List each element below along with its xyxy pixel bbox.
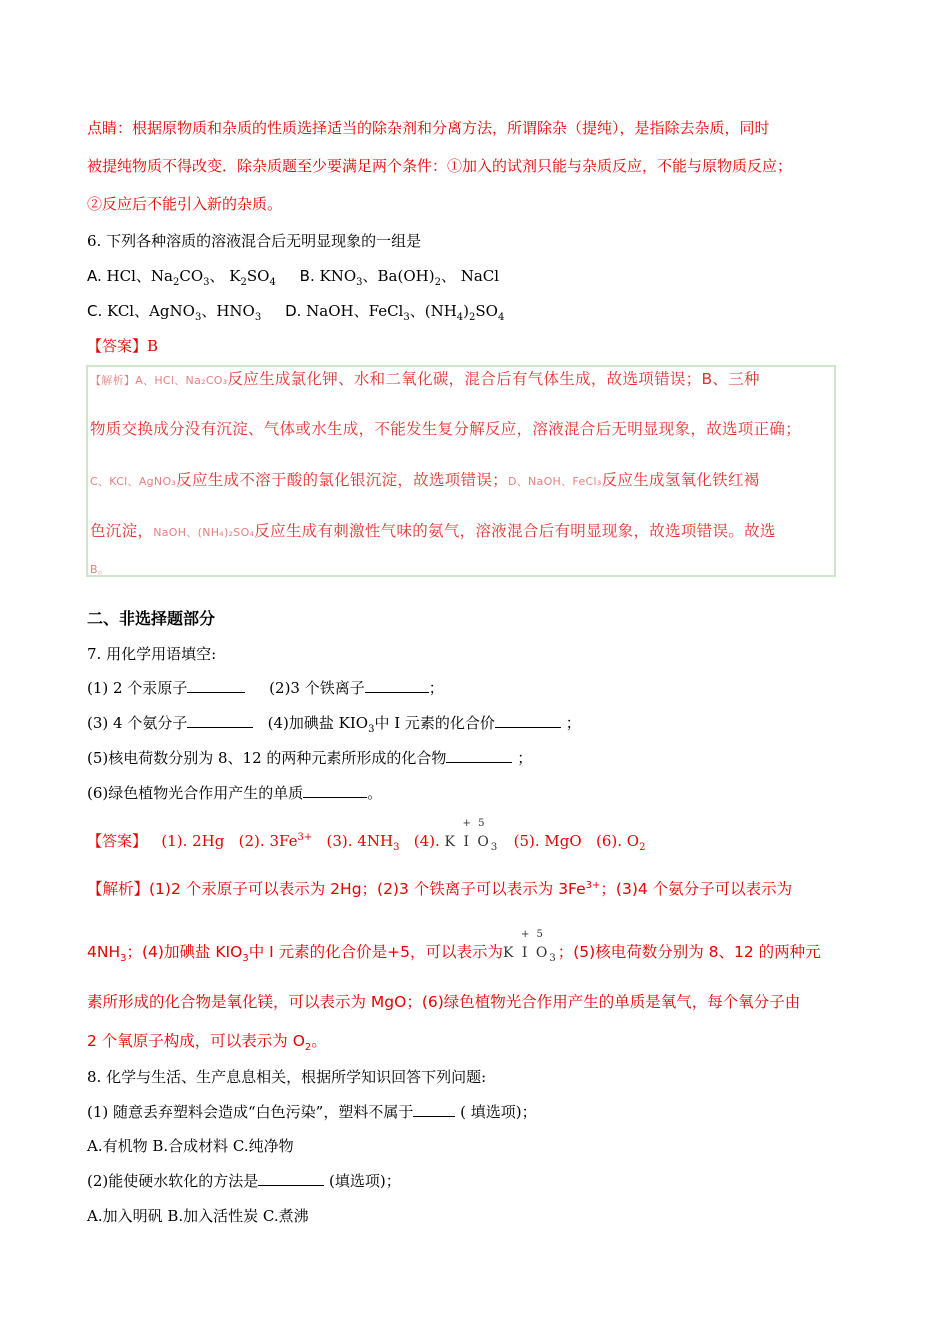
q6-exp-line-2: 物质交换成分没有沉淀、气体或水生成，不能发生复分解反应，溶液混合后无明显现象，故选项正确； bbox=[90, 420, 802, 438]
q7-answer: 【答案】 (1). 2Hg (2). $3Fe^{3+}$ (3). $4NH_3$ (4). + 5 K I $O_3$ (5). MgO (6). $O_2$ bbox=[87, 818, 646, 853]
answer-blank[interactable] bbox=[303, 783, 367, 798]
answer-blank[interactable] bbox=[495, 713, 561, 728]
q7-exp-line-2: $4NH_3$；(4)加碘盐 $KIO_3$中 I 元素的化合价是+5，可以表示为 + 5 K I $O_3$；(5)核电荷数分别为 8、12 的两种元 bbox=[87, 929, 821, 965]
q7-parts-3-4: (3) 4 个氨分子 (4)加碘盐 $KIO_3$中 I 元素的化合价 ； bbox=[87, 714, 581, 735]
q7-stem: 7. 用化学用语填空: bbox=[87, 645, 217, 663]
hint-line-1: 点睛：根据原物质和杂质的性质选择适当的除杂剂和分离方法，所谓除杂（提纯），是指除去杂质，同时 bbox=[87, 119, 770, 137]
hint-line-3: ②反应后不能引入新的杂质。 bbox=[87, 195, 283, 213]
answer-blank[interactable] bbox=[187, 713, 253, 728]
answer-blank[interactable] bbox=[413, 1102, 455, 1117]
q6-explanation-box bbox=[86, 365, 836, 577]
kio-valence-formula: + 5 K I $O_3$ bbox=[502, 929, 558, 964]
hint-line-2: 被提纯物质不得改变．除杂质题至少要满足两个条件：①加入的试剂只能与杂质反应，不能与原物质反应； bbox=[87, 157, 793, 175]
q6-exp-line-1: 【解析】A、HCl、Na₂CO₃反应生成氯化钾、水和二氧化碳，混合后有气体生成，故选项错误；B、三种 bbox=[90, 370, 760, 388]
q6-options-cd: C. KCl、AgNO$_3$、$HNO_3$ D. NaOH、FeCl$_3$、$(NH_4)_2SO_4$ bbox=[87, 302, 505, 323]
q6-stem: 6. 下列各种溶质的溶液混合后无明显现象的一组是 bbox=[87, 232, 422, 250]
q7-exp-line-1: 【解析】(1)2 个汞原子可以表示为 2Hg；(2)3 个铁离子可以表示为 $3Fe^{3+}$；(3)4 个氨分子可以表示为 bbox=[87, 879, 793, 898]
section-2-title: 二、非选择题部分 bbox=[87, 609, 216, 628]
q8-part-2: (2)能使硬水软化的方法是 (填选项)； bbox=[87, 1172, 401, 1190]
q7-parts-1-2: (1) 2 个汞原子 (2)3 个铁离子 ； bbox=[87, 679, 444, 697]
q6-option-b-label: B. bbox=[299, 267, 315, 285]
q6-exp-line-5: B。 bbox=[90, 563, 110, 576]
q6-exp-line-4: 色沉淀，NaOH、(NH₄)₂SO₄反应生成有刺激性气味的氨气，溶液混合后有明显现象，故选项错误。故选 bbox=[90, 522, 776, 540]
q6-options-ab: A. HCl、$Na_2CO_3$、 $K_2SO_4$ B. $KNO_3$、$Ba(OH)_2$、 NaCl bbox=[87, 267, 500, 288]
q8-part-1: (1) 随意丢弃塑料会造成“白色污染”，塑料不属于 ( 填选项)； bbox=[87, 1103, 537, 1121]
q6-exp-line-3: C、KCl、AgNO₃反应生成不溶于酸的氯化银沉淀，故选项错误；D、NaOH、FeCl₃反应生成氢氧化铁红褐 bbox=[90, 471, 760, 489]
q8-part-2-options: A.加入明矾 B.加入活性炭 C.煮沸 bbox=[87, 1207, 309, 1225]
q6-answer: 【答案】B bbox=[87, 337, 159, 355]
q7-part-6: (6)绿色植物光合作用产生的单质 。 bbox=[87, 784, 383, 802]
q7-exp-line-4: 2 个氧原子构成，可以表示为 $O_2$。 bbox=[87, 1032, 327, 1054]
q8-stem: 8. 化学与生活、生产息息相关，根据所学知识回答下列问题: bbox=[87, 1068, 487, 1086]
answer-blank[interactable] bbox=[187, 678, 245, 693]
q6-option-d-label: D. bbox=[285, 302, 302, 320]
q8-part-1-options: A.有机物 B.合成材料 C.纯净物 bbox=[87, 1137, 294, 1155]
q7-part-5: (5)核电荷数分别为 8、12 的两种元素所形成的化合物 ； bbox=[87, 749, 533, 767]
q6-option-a-label: A. bbox=[87, 267, 102, 285]
answer-blank[interactable] bbox=[258, 1171, 324, 1186]
q6-option-c-label: C. bbox=[87, 302, 103, 320]
q7-exp-line-3: 素所形成的化合物是氧化镁，可以表示为 MgO；(6)绿色植物光合作用产生的单质是氧气，每个氧分子由 bbox=[87, 993, 801, 1011]
kio-valence-formula: + 5 K I $O_3$ bbox=[444, 818, 500, 853]
answer-blank[interactable] bbox=[365, 678, 429, 693]
answer-blank[interactable] bbox=[446, 748, 512, 763]
